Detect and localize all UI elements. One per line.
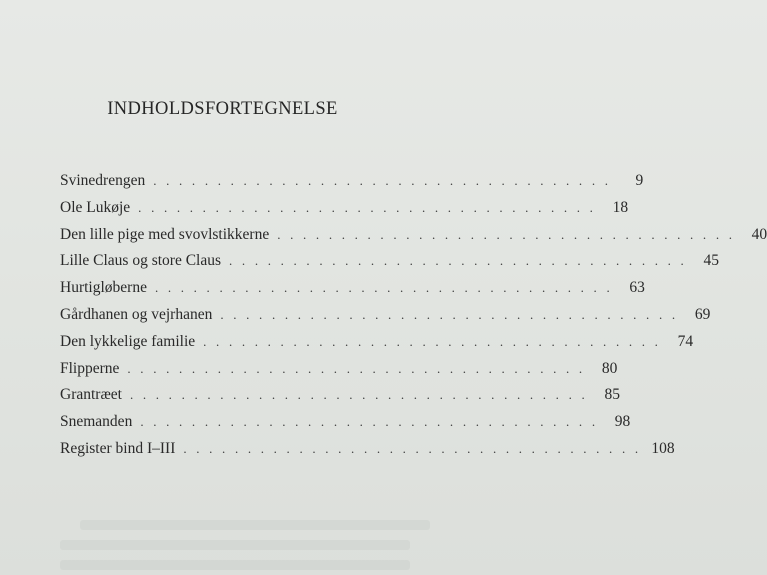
toc-entry <box>60 386 620 413</box>
bleed-through-line <box>60 540 410 550</box>
toc-entry-page: 18 <box>612 198 629 216</box>
toc-entry-label: Register bind I–III <box>60 439 176 457</box>
toc-entry-label: Grantræet <box>60 386 122 404</box>
toc-entry-page: 74 <box>677 332 694 350</box>
toc-entry-label: Den lykkelige familie <box>60 332 196 350</box>
toc-entry-label: Snemanden <box>60 413 133 431</box>
toc-entry-label: Hurtigløberne <box>60 279 147 297</box>
page-title: INDHOLDSFORTEGNELSE <box>107 99 338 119</box>
toc-leader-dots: . . . . . . . . . . . . . . . . . . . . . . . . . . . . . . . . . . . . <box>220 306 679 322</box>
toc-entry-label: Den lille pige med svovlstikkerne <box>60 225 270 243</box>
table-of-contents <box>60 172 767 467</box>
bleed-through-line <box>60 560 410 570</box>
toc-entry <box>60 172 644 199</box>
toc-entry-page: 69 <box>694 305 711 323</box>
toc-entry-page: 98 <box>614 413 631 431</box>
toc-entry <box>60 305 711 333</box>
toc-entry <box>60 225 767 253</box>
toc-entry <box>60 279 645 306</box>
toc-entry-page: 9 <box>635 172 644 189</box>
toc-entry <box>60 359 618 387</box>
toc-entry <box>60 413 631 440</box>
toc-entry-page: 45 <box>703 252 719 270</box>
toc-entry-label: Svinedrengen <box>60 172 146 189</box>
toc-leader-dots: . . . . . . . . . . . . . . . . . . . . . . . . . . . . . . . . . . . . <box>203 333 662 349</box>
toc-entry <box>60 252 719 279</box>
bleed-through-line <box>80 520 430 530</box>
toc-leader-dots: . . . . . . . . . . . . . . . . . . . . . . . . . . . . . . . . . . . . <box>129 387 588 403</box>
toc-leader-dots: . . . . . . . . . . . . . . . . . . . . . . . . . . . . . . . . . . . . <box>277 226 736 242</box>
toc-entry-label: Gårdhanen og vejrhanen <box>60 305 213 323</box>
toc-entry-label: Ole Lukøje <box>60 198 131 216</box>
toc-entry-label: Flipperne <box>60 359 120 377</box>
toc-entry-label: Lille Claus og store Claus <box>60 252 222 270</box>
toc-leader-dots: . . . . . . . . . . . . . . . . . . . . . . . . . . . . . . . . . . . . <box>154 280 613 296</box>
toc-leader-dots: . . . . . . . . . . . . . . . . . . . . . . . . . . . . . . . . . . . . <box>153 173 612 188</box>
toc-leader-dots: . . . . . . . . . . . . . . . . . . . . . . . . . . . . . . . . . . . . <box>229 253 687 269</box>
toc-entry-page: 63 <box>629 279 645 297</box>
toc-leader-dots: . . . . . . . . . . . . . . . . . . . . . . . . . . . . . . . . . . . . <box>140 414 599 430</box>
toc-leader-dots: . . . . . . . . . . . . . . . . . . . . . . . . . . . . . . . . . . . . <box>183 440 642 456</box>
toc-leader-dots: . . . . . . . . . . . . . . . . . . . . . . . . . . . . . . . . . . . . <box>138 199 597 215</box>
toc-entry <box>60 198 629 226</box>
toc-entry <box>60 332 694 360</box>
toc-entry-page: 40 <box>751 225 767 243</box>
toc-entry-page: 108 <box>651 439 675 457</box>
toc-entry <box>60 439 675 467</box>
toc-leader-dots: . . . . . . . . . . . . . . . . . . . . . . . . . . . . . . . . . . . . <box>127 360 586 376</box>
toc-entry-page: 85 <box>604 386 620 404</box>
toc-entry-page: 80 <box>601 359 618 377</box>
